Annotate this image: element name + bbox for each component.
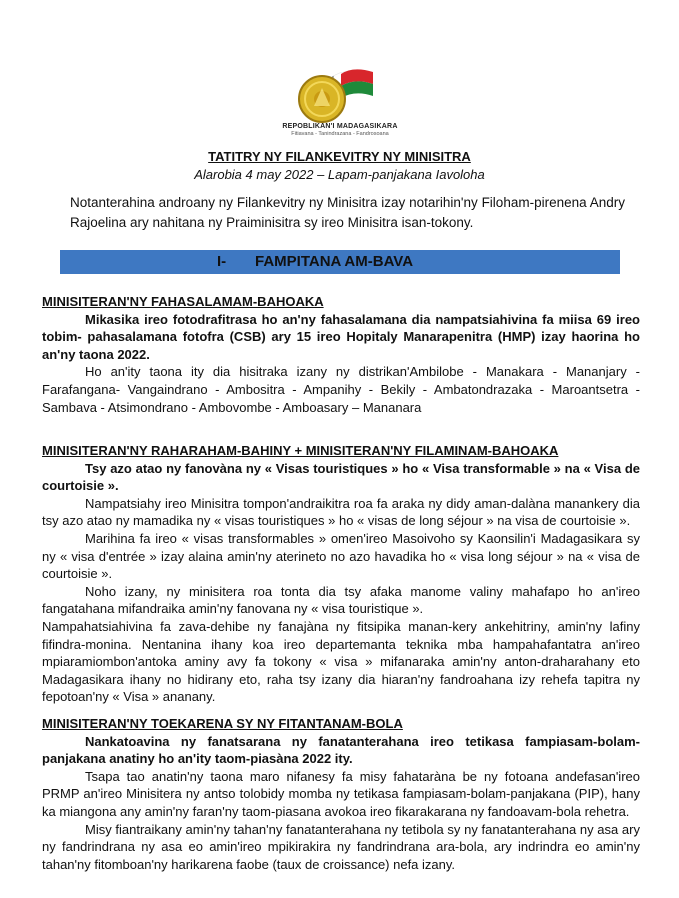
banner-text: FAMPITANA AM-BAVA [255, 253, 414, 270]
section-heading: MINISITERAN'NY RAHARAHAM-BAHINY + MINISITERAN'NY FILAMINAM-BAHOAKA [42, 443, 559, 458]
paragraph: Nampatsiahy ireo Minisitra tompon'andraikitra roa fa araka ny didy aman-dalàna manankery dia tsy azo atao ny mamadika ny « visas touristiques » ho « visas de long séjour » na visa de courtoisie ». [42, 495, 640, 529]
section-health [42, 293, 640, 416]
paragraph: Tsapa tao anatin'ny taona maro nifanesy fa misy fahataràna be ny fotoana andefasan'ireo PRMP an'ireo Minisitera ny antso tolobidy momba ny tetikasa fampiasam-bolam-panjakana (PIP), hany ka miangona any amin'ny faran'ny taom-piasana avokoa ireo fikarakarana ny fandoavam-bola rehetra. [42, 768, 640, 819]
paragraph: Nankatoavina ny fanatsarana ny fanatanterahana ireo tetikasa fampiasam-bolam-panjakana anatiny ho an'ity taom-piasàna 2022 ity. [42, 733, 640, 767]
section-economy [42, 715, 640, 873]
logo-republic-name: REPOBLIKAN'I MADAGASIKARA [282, 123, 398, 130]
paragraph: Noho izany, ny minisitera roa tonta dia tsy afaka manome valiny mahafapo ho an'ireo fangatahana mifandraika amin'ny fanovana ny « visa touristique ». [42, 583, 640, 617]
intro-paragraph: Notanterahina androany ny Filankevitry ny Minisitra izay notarihin'ny Filoham-pirenena Andry Rajoelina ary nahitana ny Praiminisitra sy ireo Minisitra isan-tokony. [70, 195, 625, 230]
section-banner [60, 250, 620, 274]
paragraph: Misy fiantraikany amin'ny tahan'ny fanatanterahana ny tetibola sy ny fanatanterahana ny asa ary ny fandrindrana ny asa eo amin'ireo mpikirakira ny fandrindrana ara-bola, ary indrindra eo amin'ny tahan'ny fitomboan'ny harikarena faobe (taux de croissance) nefa izany. [42, 821, 640, 872]
paragraph: Ho an'ity taona ity dia hisitraka izany ny distrikan'Ambilobe - Manakara - Mananjary - Farafangana- Vangaindrano - Ambositra - Ampanihy - Bekily - Ambatondrazaka - Maroantsetra - Sambava - Atsimondrano - Ambovombe - Amboasary – Mananara [42, 364, 640, 415]
section-heading: MINISITERAN'NY FAHASALAMAM-BAHOAKA [42, 294, 324, 309]
logo-motto: Fitiavana - Tanindrazana - Fandrosoana [291, 131, 389, 137]
paragraph: Marihina fa ireo « visas transformables » omen'ireo Masoivoho sy Kaonsilin'i Madagasikara sy ny « visa d'entrée » izay alaina amin'ny aterineto no azo havadika ho « visa long séjour » na « visa de courtoisie ». [42, 530, 640, 582]
banner-number: I- [217, 253, 227, 270]
paragraph: Mikasika ireo fotodrafitrasa ho an'ny fahasalamana dia nampatsiahivina fa miisa 69 ireo tobim- pahasalamana fotofra (CSB) ary 15 ireo Hopitaly Manarapenitra (HMP) izay haorina ho an'ny taona 2022. [42, 311, 640, 362]
paragraph: Tsy azo atao ny fanovàna ny « Visas touristiques » ho « Visa transformable » na « Visa de courtoisie ». [42, 460, 640, 494]
logo-caption [270, 123, 410, 137]
document-title: TATITRY NY FILANKEVITRY NY MINISITRA [208, 149, 471, 164]
document-subtitle: Alarobia 4 may 2022 – Lapam-panjakana Iavoloha [194, 167, 485, 182]
paragraph: Nampahatsiahivina fa zava-dehibe ny fanajàna ny fitsipika manan-kery ankehitriny, amin'ny lafiny fifindra-monina. Nentanina ihany koa ireo departemanta teknika mba hampahafantatra an'ireo mpiaramiombon'antoka aminy avy fa tokony « visa » mifanaraka amin'ny anton-draharahany eto Madagasikara ihany no hidirany eto, raha tsy izany dia hiaran'ny fandroahana izy rehefa tapitra ny fepotoan'ny « Visa » ananany. [42, 618, 640, 705]
section-heading: MINISITERAN'NY TOEKARENA SY NY FITANTANAM-BOLA [42, 716, 403, 731]
section-foreign-affairs [42, 442, 640, 706]
